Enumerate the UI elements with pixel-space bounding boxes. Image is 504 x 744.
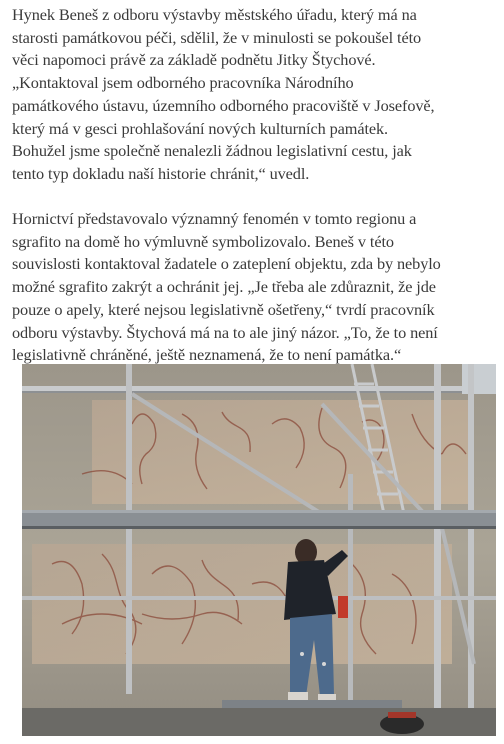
- scaffold-plank-edge: [22, 510, 496, 513]
- article-paragraph-1: [12, 4, 494, 186]
- paragraph-line: věci napomoci právě za základě podnětu Jitky Štychové.: [12, 50, 376, 70]
- sky: [462, 364, 496, 394]
- scaffold-rail-lower: [22, 596, 496, 600]
- paragraph-line: starosti památkovou péči, sdělil, že v minulosti se pokoušel této: [12, 27, 422, 47]
- scaffold-pole: [468, 364, 474, 736]
- paragraph-line: legislativně chráněné, ještě neznamená, že to není památka.“: [12, 345, 402, 365]
- scaffold-plank-bottom: [222, 700, 402, 708]
- mural-panel-lower: [32, 544, 452, 664]
- paragraph-line: Bohužel jsme společně nenalezli žádnou legislativní cestu, jak: [12, 141, 412, 161]
- paragraph-line: možné sgrafito zakrýt a ochránit jej. „Je třeba ale zdůraznit, že jde: [12, 277, 436, 297]
- paragraph-line: „Kontaktoval jsem odborného pracovníka Národního: [12, 73, 354, 93]
- paragraph-line: sgrafito na domě ho výmluvně symbolizovalo. Beneš v této: [12, 231, 394, 251]
- paragraph-line: který má v gesci prohlašování nových kulturních památek.: [12, 118, 389, 138]
- scaffold-plank: [22, 512, 496, 526]
- paragraph-line: souvislosti kontaktoval žadatele o zateplení objektu, zda by nebylo: [12, 254, 441, 274]
- scaffold-pole: [434, 364, 441, 736]
- paragraph-line: památkového ústavu, územního odborného pracoviště v Josefově,: [12, 95, 435, 115]
- article-paragraph-2: [12, 208, 494, 367]
- paragraph-line: Hynek Beneš z odboru výstavby městského úřadu, který má na: [12, 5, 417, 24]
- paragraph-line: tento typ dokladu naší historie chránit,“ uvedl.: [12, 163, 310, 183]
- scaffold-rail-top: [22, 386, 462, 391]
- equipment-cart-top: [388, 712, 416, 718]
- article-photo: [22, 364, 496, 736]
- scaffolding-mural-illustration: [22, 364, 496, 736]
- ground: [22, 708, 496, 736]
- scaffold-rail-top-shadow: [22, 391, 462, 393]
- paragraph-line: odboru výstavby. Štychová má na to ale jiný názor. „To, že to není: [12, 322, 438, 342]
- scaffold-plank-underside: [22, 526, 496, 529]
- paragraph-line: Hornictví představovalo významný fenomén v tomto regionu a: [12, 209, 417, 228]
- paragraph-line: pouze o apely, které nejsou legislativně ošetřeny,“ tvrdí pracovník: [12, 299, 435, 319]
